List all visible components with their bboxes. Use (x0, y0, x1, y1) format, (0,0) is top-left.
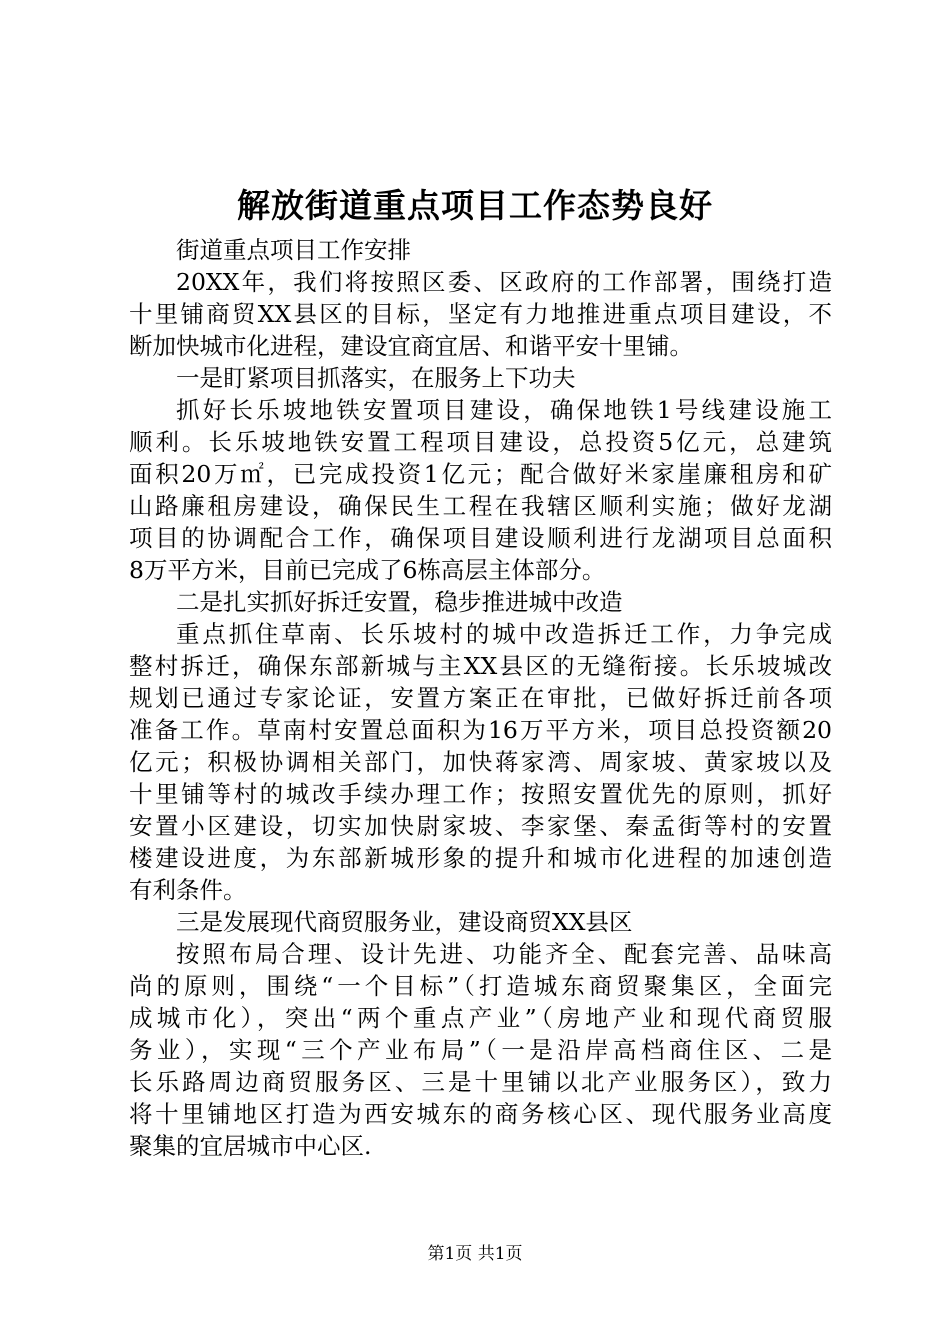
body-line: 面积20万㎡，已完成投资1亿元；配合做好米家崖廉租房和矿 (129, 460, 832, 488)
body-line: 十里铺商贸XX县区的目标，坚定有力地推进重点项目建设，不 (129, 300, 832, 328)
body-line: 二是扎实抓好拆迁安置，稳步推进城中改造 (176, 588, 623, 616)
body-line: 重点抓住草南、长乐坡村的城中改造拆迁工作，力争完成 (176, 620, 832, 648)
document-body (129, 234, 832, 1162)
body-line: 整村拆迁，确保东部新城与主XX县区的无缝衔接。长乐坡城改 (129, 652, 832, 680)
body-line: 断加快城市化进程，建设宜商宜居、和谐平安十里铺。 (129, 332, 693, 360)
body-line: 安置小区建设，切实加快尉家坡、李家堡、秦孟街等村的安置 (129, 812, 832, 840)
body-line: 抓好长乐坡地铁安置项目建设，确保地铁1号线建设施工 (176, 396, 832, 424)
body-line: 项目的协调配合工作，确保项目建设顺利进行龙湖项目总面积 (129, 524, 832, 552)
page-footer: 第1页 共1页 (427, 1244, 523, 1264)
body-line: 将十里铺地区打造为西安城东的商务核心区、现代服务业高度 (129, 1100, 832, 1128)
body-line: 8万平方米，目前已完成了6栋高层主体部分。 (129, 556, 606, 584)
body-line: 有利条件。 (129, 876, 247, 904)
body-line: 务业），实现“三个产业布局”（一是沿岸高档商住区、二是 (129, 1036, 832, 1064)
document-title: 解放街道重点项目工作态势良好 (237, 186, 713, 225)
body-line: 楼建设进度，为东部新城形象的提升和城市化进程的加速创造 (129, 844, 832, 872)
body-line: 按照布局合理、设计先进、功能齐全、配套完善、品味高 (176, 940, 832, 968)
body-line: 规划已通过专家论证，安置方案正在审批，已做好拆迁前各项 (129, 684, 832, 712)
body-line: 成城市化），突出“两个重点产业”（房地产业和现代商贸服 (129, 1004, 832, 1032)
body-line: 长乐路周边商贸服务区、三是十里铺以北产业服务区），致力 (129, 1068, 832, 1096)
body-line: 山路廉租房建设，确保民生工程在我辖区顺利实施；做好龙湖 (129, 492, 832, 520)
body-line: 十里铺等村的城改手续办理工作；按照安置优先的原则，抓好 (129, 780, 832, 808)
body-line: 顺利。长乐坡地铁安置工程项目建设，总投资5亿元，总建筑 (129, 428, 832, 456)
body-line: 准备工作。草南村安置总面积为16万平方米，项目总投资额20 (129, 716, 832, 744)
body-line: 聚集的宜居城市中心区. (129, 1132, 372, 1160)
body-line: 三是发展现代商贸服务业，建设商贸XX县区 (176, 908, 633, 936)
body-line: 尚的原则，围绕“一个目标”（打造城东商贸聚集区，全面完 (129, 972, 832, 1000)
body-line: 亿元；积极协调相关部门，加快蒋家湾、周家坡、黄家坡以及 (129, 748, 832, 776)
body-line: 街道重点项目工作安排 (176, 236, 411, 264)
body-line: 一是盯紧项目抓落实，在服务上下功夫 (176, 364, 576, 392)
body-line: 20XX年，我们将按照区委、区政府的工作部署，围绕打造 (176, 268, 832, 296)
